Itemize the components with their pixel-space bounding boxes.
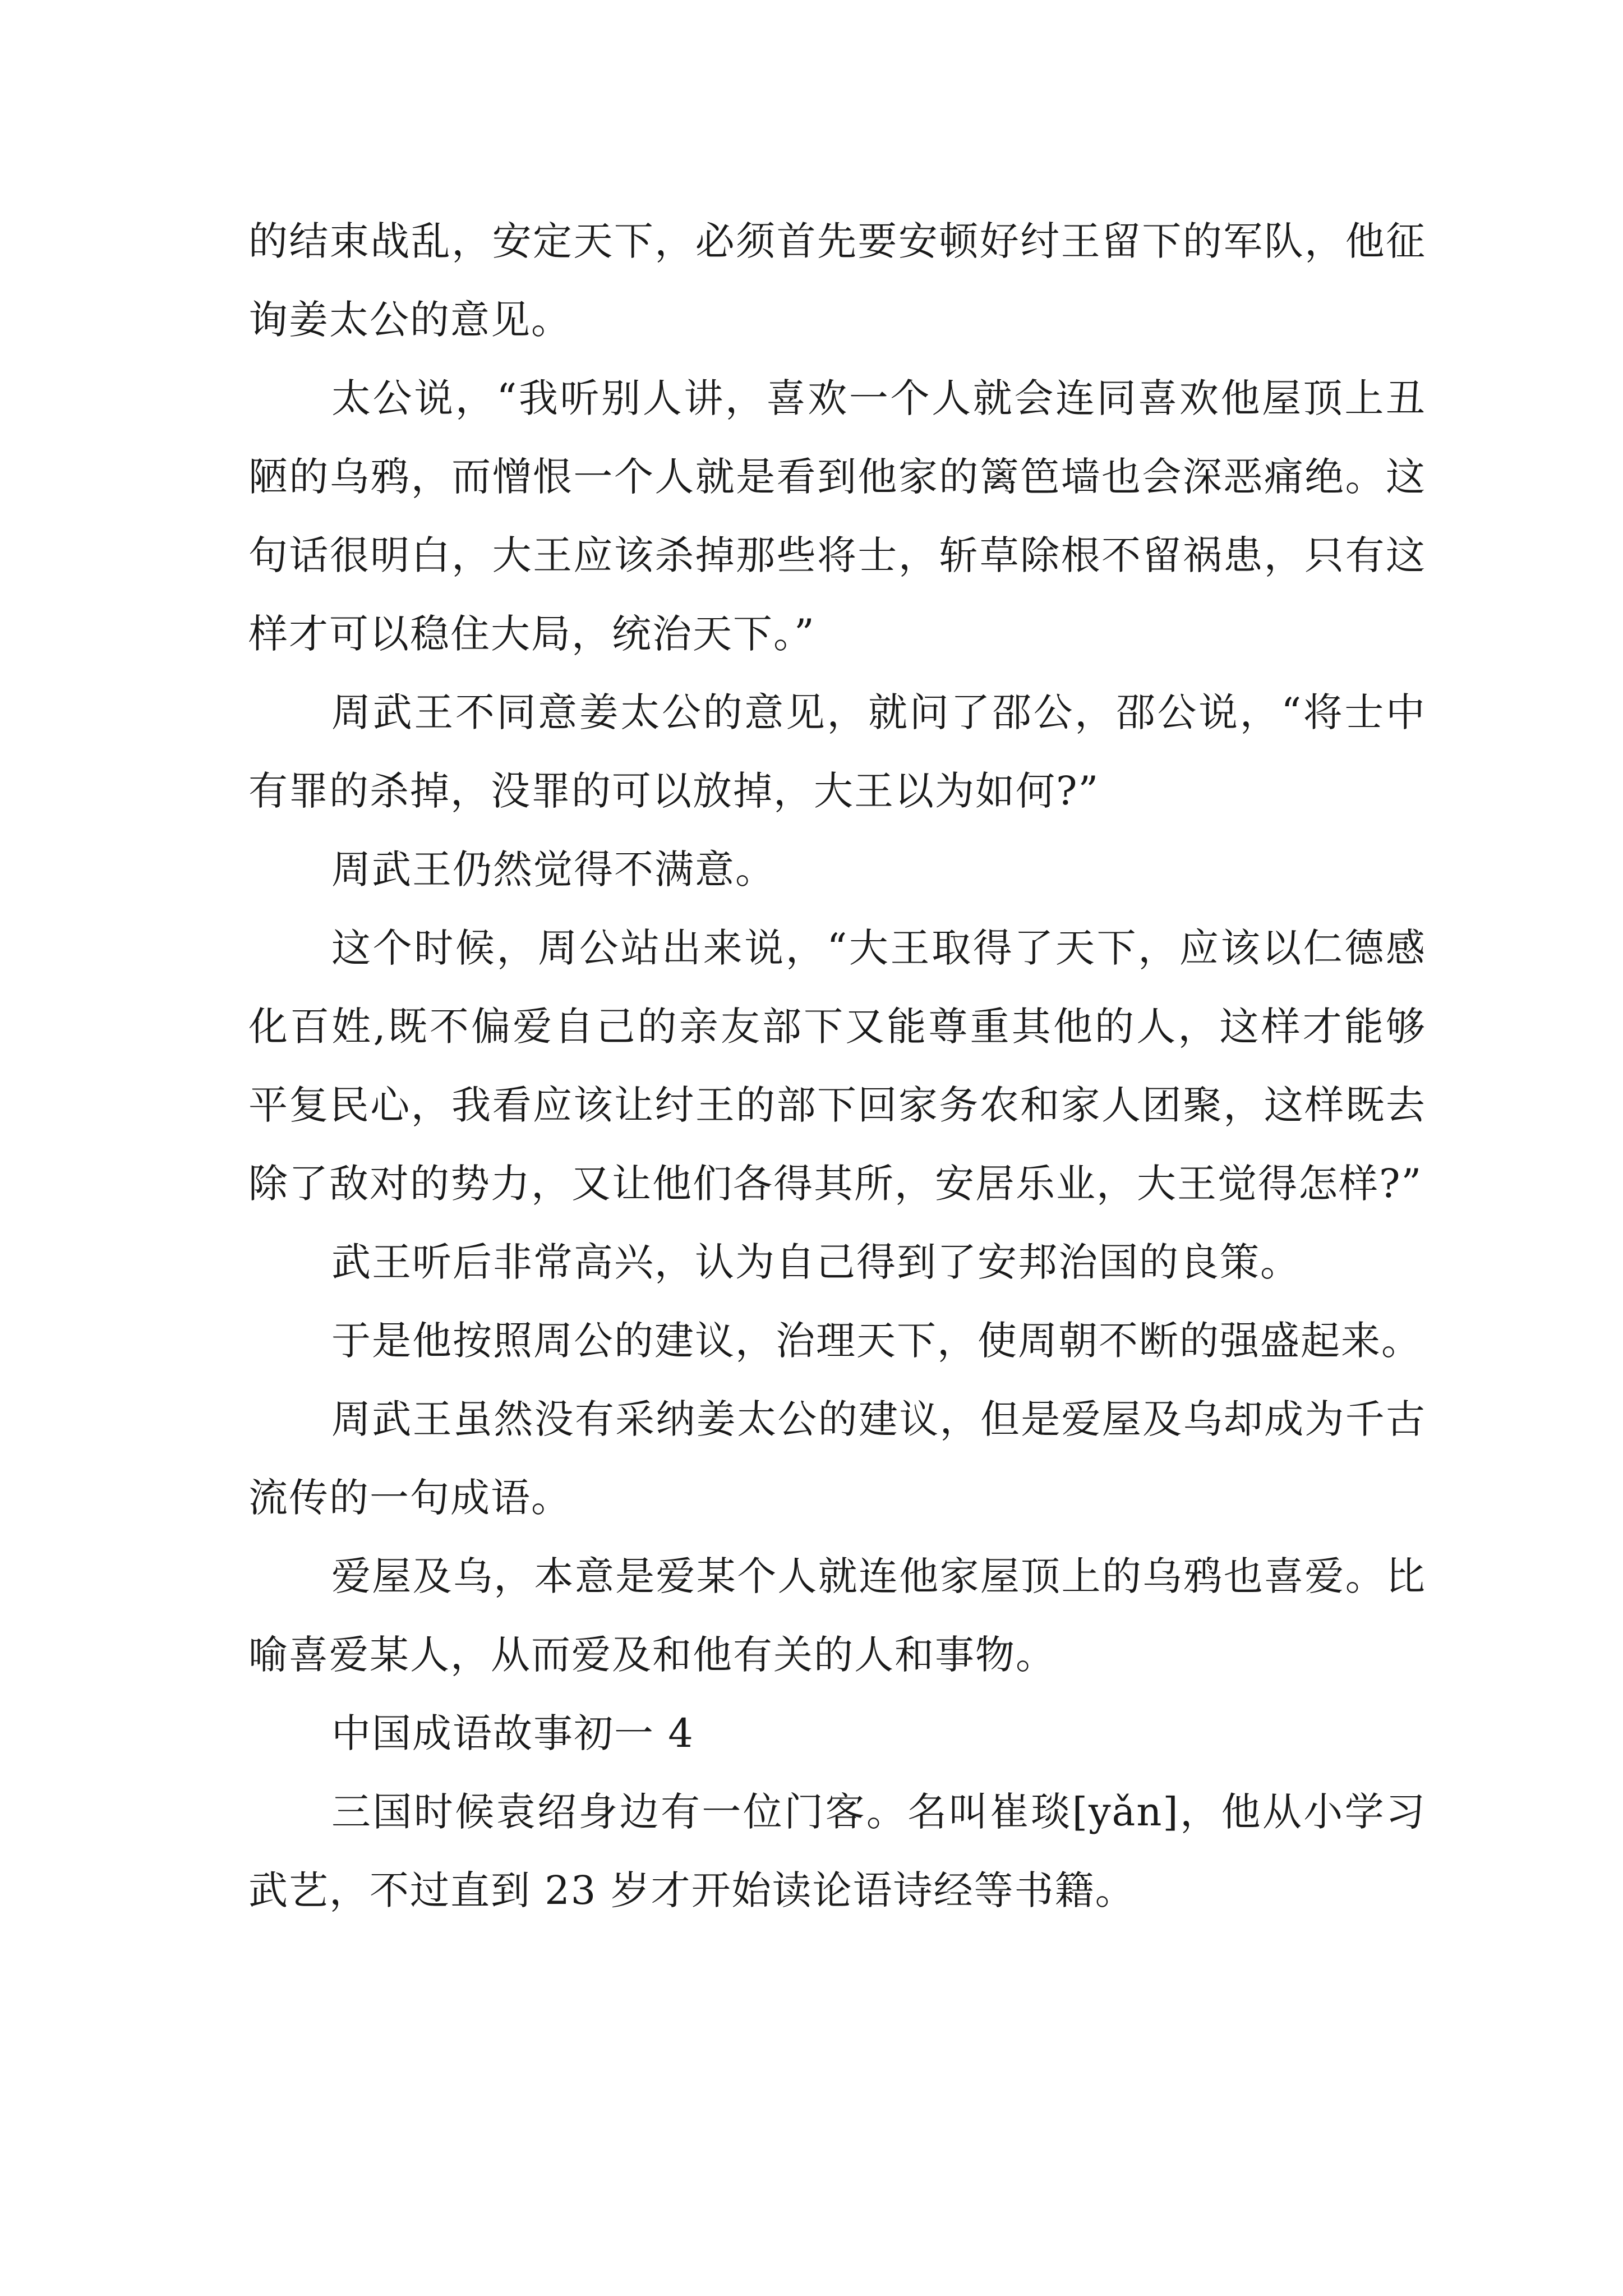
paragraph: 爱屋及乌，本意是爱某个人就连他家屋顶上的乌鸦也喜爱。比喻喜爱某人，从而爱及和他有关的人和事物。 xyxy=(248,1553,1426,1678)
paragraph-continuation: 的结束战乱，安定天下，必须首先要安顿好纣王留下的军队，他征询姜太公的意见。 xyxy=(248,218,1426,343)
section-heading: 中国成语故事初一 4 xyxy=(331,1710,694,1756)
paragraph: 三国时候袁绍身边有一位门客。名叫崔琰[yǎn]，他从小学习武艺，不过直到 23 岁才开始读论语诗经等书籍。 xyxy=(248,1789,1426,1913)
paragraph: 这个时候，周公站出来说，“大王取得了天下，应该以仁德感化百姓,既不偏爱自己的亲友部下又能尊重其他的人，这样才能够平复民心，我看应该让纣王的部下回家务农和家人团聚，这样既去除了敌对的势力，又让他们各得其所，安居乐业，大王觉得怎样?” xyxy=(248,925,1426,1207)
paragraph: 周武王仍然觉得不满意。 xyxy=(331,846,776,892)
paragraph: 周武王虽然没有采纳姜太公的建议，但是爱屋及乌却成为千古流传的一句成语。 xyxy=(248,1396,1426,1521)
paragraph: 于是他按照周公的建议，治理天下，使周朝不断的强盛起来。 xyxy=(331,1318,1422,1364)
body-text xyxy=(248,202,1426,1930)
paragraph: 周武王不同意姜太公的意见，就问了邵公，邵公说，“将士中有罪的杀掉，没罪的可以放掉，大王以为如何?” xyxy=(248,689,1426,814)
paragraph: 太公说，“我听别人讲，喜欢一个人就会连同喜欢他屋顶上丑陋的乌鸦，而憎恨一个人就是看到他家的篱笆墙也会深恶痛绝。这句话很明白，大王应该杀掉那些将士，斩草除根不留祸患，只有这样才可以稳住大局，统治天下。” xyxy=(248,375,1426,657)
paragraph: 武王听后非常高兴，认为自己得到了安邦治国的良策。 xyxy=(331,1239,1301,1285)
